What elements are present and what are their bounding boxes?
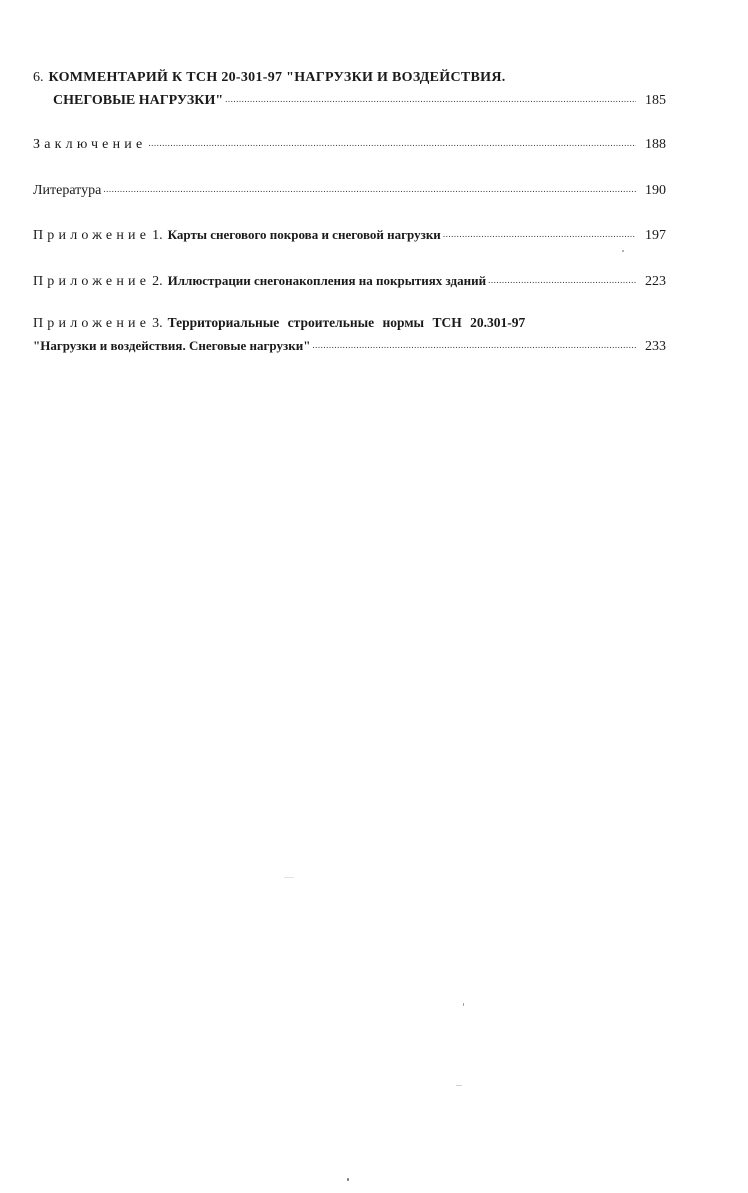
toc-entry-title: Литература [33,183,102,198]
toc-entry-appendix-2-line [33,269,666,290]
scan-speck [284,877,294,878]
toc-page-number: 197 [645,228,666,243]
toc-entry-appendix-2 [33,269,666,290]
toc-entry-6-line1 [33,70,666,86]
appendix-number: 1. [152,228,163,243]
appendix-prefix: Приложение [33,316,151,331]
toc-entry-appendix-1-line [33,223,666,244]
toc-entry-6 [33,70,666,109]
toc-page-number: 223 [645,274,666,289]
toc-entry-conclusion [33,132,666,153]
toc-entry-6-line2 [33,88,666,109]
leader-dots [103,178,636,194]
appendix-prefix: Приложение [33,228,151,243]
toc-entry-title: Территориальные строительные нормы ТСН 20.301-97 [167,315,526,330]
toc-entry-title: Карты снегового покрова и снеговой нагрузки [167,227,441,242]
toc-page-number: 190 [645,183,666,198]
toc-entry-appendix-3-line1 [33,315,666,332]
toc-page-number: 188 [645,137,666,152]
leader-dots [312,334,636,350]
scan-speck [622,250,624,252]
scan-speck [456,1085,462,1086]
toc-entry-title-cont: "Нагрузки и воздействия. Снеговые нагрузки" [33,338,311,353]
toc-entry-title: Иллюстрации снегонакопления на покрытиях зданий [167,273,487,288]
scan-speck [347,1178,349,1181]
appendix-number: 3. [152,316,163,331]
toc-entry-number: 6. [33,70,44,85]
toc-entry-title-cont: СНЕГОВЫЕ НАГРУЗКИ" [53,93,224,108]
toc-entry-appendix-1 [33,223,666,244]
toc-entry-conclusion-line [33,132,666,153]
leader-dots [488,269,636,285]
scan-speck [463,1003,464,1006]
leader-dots [443,223,636,239]
toc-entry-title: Заключение [33,137,147,152]
appendix-prefix: Приложение [33,274,151,289]
leader-dots [148,132,636,148]
toc-entry-references [33,178,666,199]
toc-page-number: 185 [645,93,666,108]
leader-dots [225,88,636,104]
toc-entry-appendix-3-line2 [33,334,666,355]
toc-entry-title: КОММЕНТАРИЙ К ТСН 20-301-97 "НАГРУЗКИ И ВОЗДЕЙСТВИЯ. [48,70,506,85]
toc-page-number: 233 [645,339,666,354]
toc-entry-references-line [33,178,666,199]
appendix-number: 2. [152,274,163,289]
toc-entry-appendix-3 [33,315,666,355]
